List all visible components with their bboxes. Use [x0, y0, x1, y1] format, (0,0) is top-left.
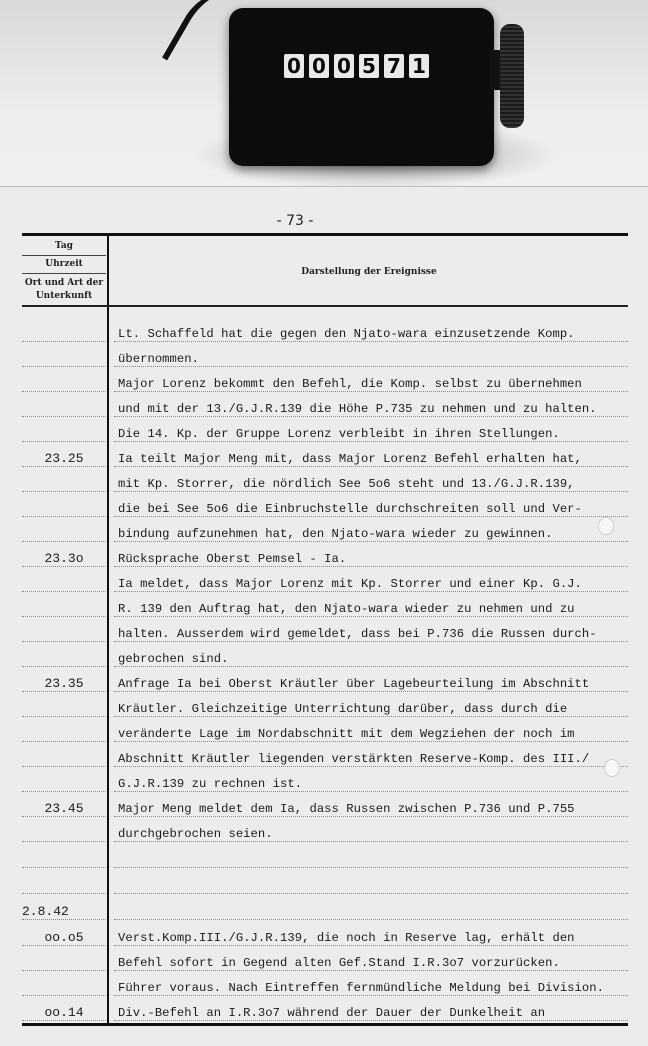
table-row	[22, 895, 628, 920]
table-row	[22, 692, 628, 717]
entry-text: mit Kp. Storrer, die nördlich See 5o6 steht und 13./G.J.R.139,	[118, 477, 575, 491]
entry-text: veränderte Lage im Nordabschnitt mit dem Wegziehen der noch im	[118, 727, 575, 741]
table-row	[22, 492, 628, 517]
table-row	[22, 542, 628, 567]
table-row	[22, 367, 628, 392]
entry-text: durchgebrochen seien.	[118, 827, 273, 841]
war-diary-page	[0, 186, 648, 1046]
table-row	[22, 767, 628, 792]
table-row	[22, 417, 628, 442]
table-row	[22, 567, 628, 592]
table-row	[22, 946, 628, 971]
entry-text: Lt. Schaffeld hat die gegen den Njato-wara einzusetzende Komp.	[118, 327, 575, 341]
table-row	[22, 843, 628, 868]
entry-text: Ia meldet, dass Major Lorenz mit Kp. Storrer und einer Kp. G.J.	[118, 577, 582, 591]
counter-digit: 1	[409, 54, 429, 78]
page-number: - 73 -	[276, 213, 314, 229]
entry-text: Major Lorenz bekommt den Befehl, die Komp. selbst zu übernehmen	[118, 377, 582, 391]
entry-text: Die 14. Kp. der Gruppe Lorenz verbleibt in ihren Stellungen.	[118, 427, 560, 441]
table-row	[22, 921, 628, 946]
table-row	[22, 667, 628, 692]
header-separator	[22, 273, 106, 274]
entry-text: Major Meng meldet dem Ia, dass Russen zwischen P.736 und P.755	[118, 802, 575, 816]
counter-digit: 7	[384, 54, 404, 78]
table-row	[22, 617, 628, 642]
counter-digit: 0	[309, 54, 329, 78]
entry-text: G.J.R.139 zu rechnen ist.	[118, 777, 303, 791]
table-row	[22, 592, 628, 617]
entry-text: Befehl sofort in Gegend alten Gef.Stand I.R.3o7 vorzurücken.	[118, 956, 560, 970]
counter-digits	[284, 54, 429, 78]
header-bottom-rule	[22, 305, 628, 307]
entry-time: 23.25	[44, 451, 84, 466]
entry-text: gebrochen sind.	[118, 652, 229, 666]
entry-text: Abschnitt Kräutler liegenden verstärkten Reserve-Komp. des III./	[118, 752, 590, 766]
table-row	[22, 792, 628, 817]
entry-text: Kräutler. Gleichzeitige Unterrichtung darüber, dass durch die	[118, 702, 568, 716]
entry-text: übernommen.	[118, 352, 200, 366]
table-row	[22, 817, 628, 842]
table-row	[22, 717, 628, 742]
table-row	[22, 517, 628, 542]
entry-time: 23.35	[44, 676, 84, 691]
table-row	[22, 742, 628, 767]
table-row	[22, 392, 628, 417]
entry-time: 23.45	[44, 801, 84, 816]
entry-text: Rücksprache Oberst Pemsel - Ia.	[118, 552, 347, 566]
header-darstellung: Darstellung der Ereignisse	[301, 267, 437, 277]
table-row	[22, 317, 628, 342]
entry-text: die bei See 5o6 die Einbruchstelle durchschreiten soll und Ver-	[118, 502, 582, 516]
frame-counter-device	[229, 8, 494, 166]
entry-text: Ia teilt Major Meng mit, dass Major Lorenz Befehl erhalten hat,	[118, 452, 582, 466]
entry-text: Anfrage Ia bei Oberst Kräutler über Lagebeurteilung im Abschnitt	[118, 677, 590, 691]
counter-knob	[500, 24, 524, 128]
punch-hole	[598, 517, 614, 535]
table-bottom-rule	[22, 1023, 628, 1026]
entry-text: Verst.Komp.III./G.J.R.139, die noch in Reserve lag, erhält den	[118, 931, 575, 945]
header-separator	[22, 255, 106, 256]
header-ort: Ort und Art der Unterkunft	[24, 278, 104, 301]
entry-date: 2.8.42	[22, 904, 69, 919]
table-top-rule	[22, 233, 628, 236]
table-row	[22, 996, 628, 1021]
entry-time: oo.14	[44, 1005, 84, 1020]
table-row	[22, 642, 628, 667]
counter-digit: 0	[334, 54, 354, 78]
entry-text: bindung aufzunehmen hat, den Njato-wara wieder zu gewinnen.	[118, 527, 553, 541]
table-row	[22, 442, 628, 467]
counter-digit: 5	[359, 54, 379, 78]
header-tag: Tag	[55, 241, 73, 251]
counter-photo	[0, 0, 648, 186]
table-row	[22, 869, 628, 894]
table-row	[22, 467, 628, 492]
entry-text: R. 139 den Auftrag hat, den Njato-wara wieder zu nehmen und zu	[118, 602, 575, 616]
entry-text: und mit der 13./G.J.R.139 die Höhe P.735 zu nehmen und zu halten.	[118, 402, 597, 416]
entry-text: halten. Ausserdem wird gemeldet, dass bei P.736 die Russen durch-	[118, 627, 597, 641]
entry-time: 23.3o	[44, 551, 84, 566]
punch-hole	[604, 759, 620, 777]
table-row	[22, 342, 628, 367]
entry-text: Führer voraus. Nach Eintreffen fernmündliche Meldung bei Division.	[118, 981, 605, 995]
entry-text: Div.-Befehl an I.R.3o7 während der Dauer der Dunkelheit an	[118, 1006, 546, 1020]
counter-digit: 0	[284, 54, 304, 78]
table-row	[22, 971, 628, 996]
entry-time: oo.o5	[44, 930, 84, 945]
header-uhrzeit: Uhrzeit	[45, 259, 83, 269]
